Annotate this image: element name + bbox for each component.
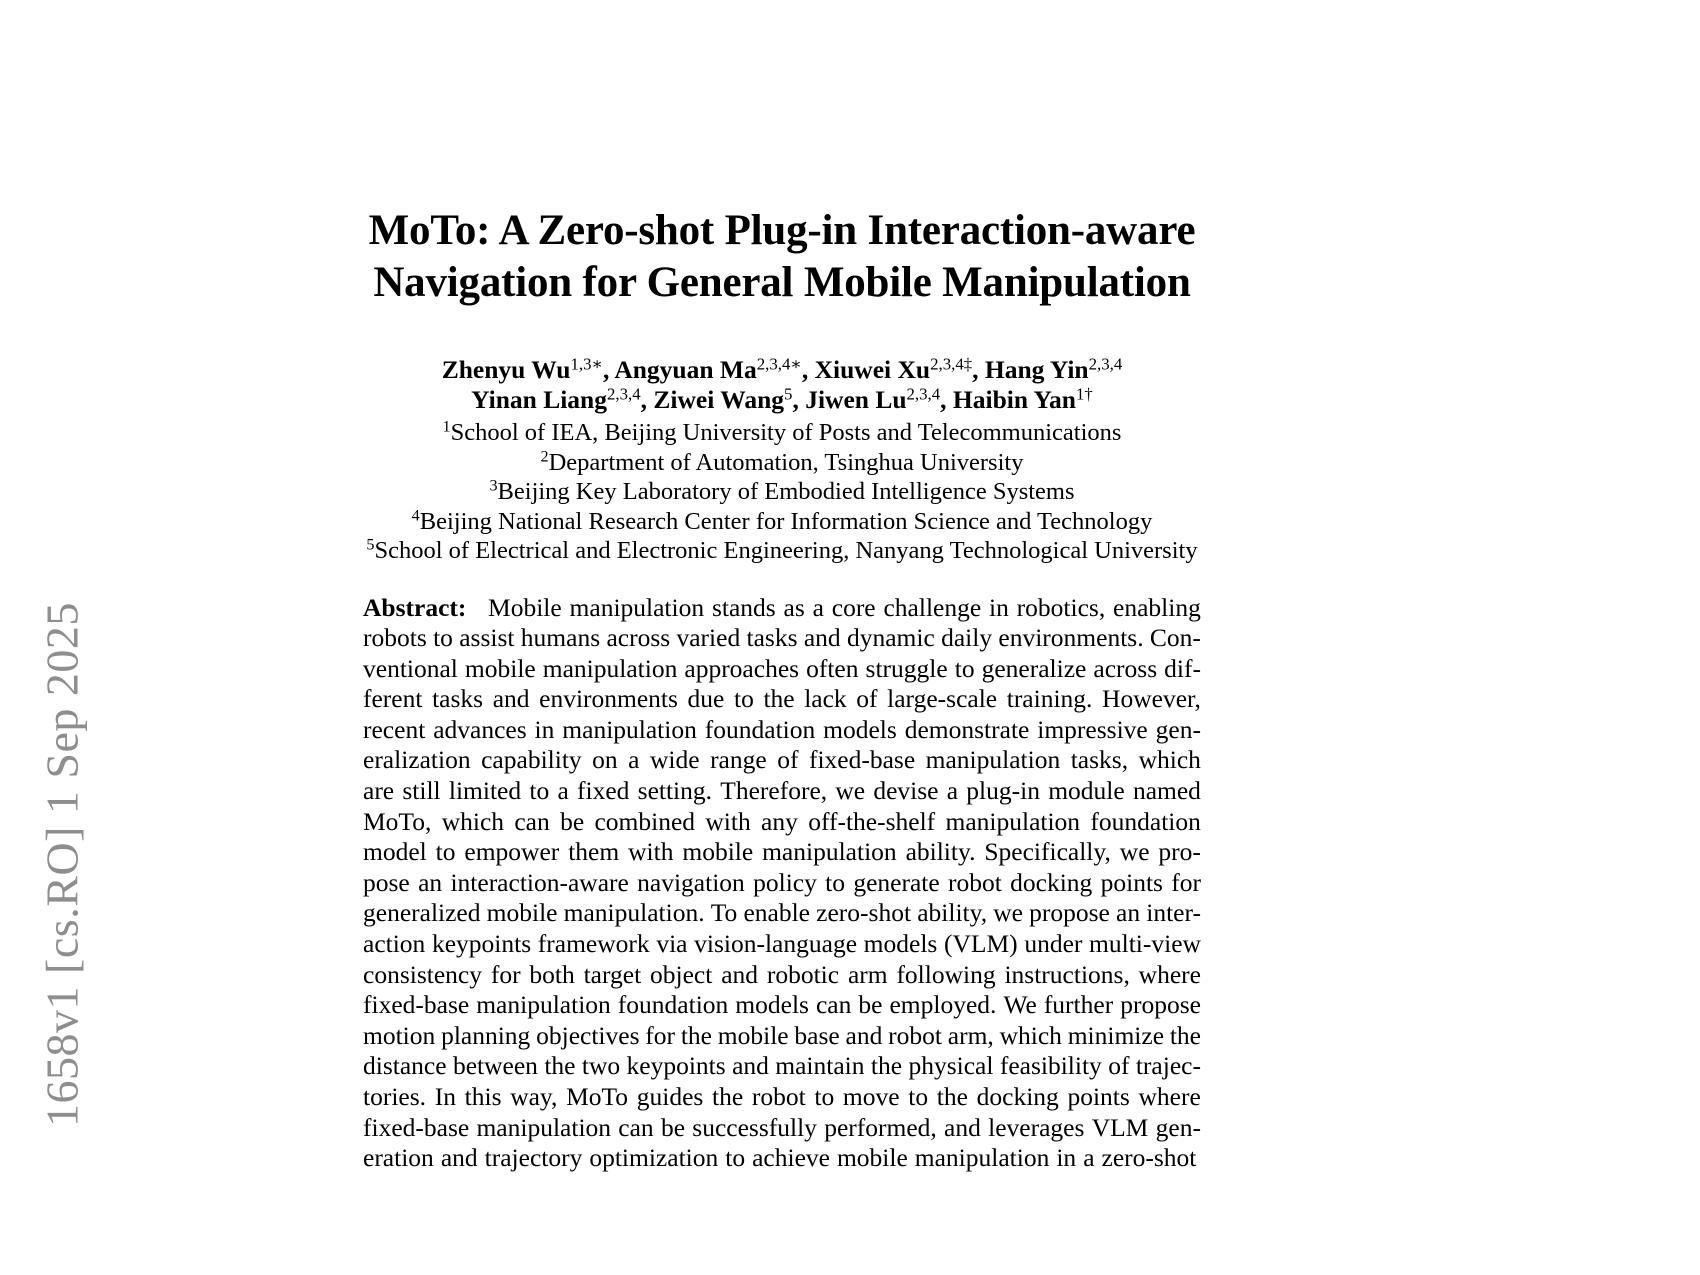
abstract-word: keypoints — [431, 929, 532, 959]
abstract-word: mobile — [486, 898, 558, 928]
abstract-line — [363, 929, 1201, 960]
abstract-word: capability — [481, 745, 582, 775]
author-line-2 — [363, 385, 1201, 415]
abstract-word: manipulation — [562, 714, 697, 744]
abstract-word: generate — [853, 867, 940, 897]
abstract-word: an — [418, 867, 443, 897]
abstract-word: gen- — [1155, 714, 1201, 744]
abstract-line — [363, 1113, 1201, 1144]
abstract-line — [363, 868, 1201, 899]
abstract-word: in — [534, 714, 555, 744]
abstract-line — [363, 898, 1201, 929]
abstract-word: a — [1083, 1143, 1095, 1173]
abstract-word: demonstrate — [904, 714, 1030, 744]
abstract-word: and — [440, 1143, 478, 1173]
abstract-word: two — [581, 1051, 621, 1081]
abstract-word: tories. — [363, 1082, 427, 1111]
abstract-word: ability. — [905, 837, 976, 867]
abstract-word: Mobile — [488, 592, 562, 622]
abstract-word: across — [606, 623, 671, 653]
paper-content-column — [363, 0, 1201, 1174]
abstract-word: to — [825, 867, 846, 897]
abstract-word: ferent — [363, 684, 423, 714]
author-name: , Hang Yin — [972, 355, 1089, 384]
title-line-1: MoTo: A Zero-shot Plug-in Interaction-aware — [368, 207, 1196, 254]
abstract-word: Therefore, — [720, 776, 828, 806]
author-affiliation-marker: 2,3,4∗ — [756, 354, 802, 374]
abstract-line — [363, 1082, 1201, 1113]
abstract-word: models — [823, 714, 897, 744]
abstract-word: to — [954, 653, 975, 683]
author-affiliation-marker: 1,3∗ — [570, 354, 603, 374]
abstract-word: to — [725, 1143, 746, 1173]
affiliation-text: Beijing Key Laboratory of Embodied Intelligence Systems — [497, 478, 1075, 505]
abstract-word: employed. — [889, 990, 997, 1020]
abstract-word: which — [999, 1020, 1062, 1050]
author-name: , Xiuwei Xu — [801, 355, 931, 384]
abstract-word: manipulation — [914, 1143, 1050, 1173]
abstract-word: an — [1116, 898, 1141, 928]
affiliation-text: Department of Automation, Tsinghua University — [548, 448, 1024, 476]
abstract-word: action — [363, 929, 426, 959]
abstract-word: limited — [448, 776, 522, 806]
title-line-2: Navigation for General Mobile Manipulation — [373, 259, 1191, 306]
abstract-word: named — [1132, 776, 1201, 806]
abstract-word: assist — [459, 623, 515, 653]
abstract-word: challenge — [883, 592, 982, 622]
abstract-word: pose — [363, 867, 410, 897]
affiliation-line — [363, 536, 1201, 566]
abstract-word: manipulation — [476, 990, 611, 1020]
abstract-word: the — [544, 1051, 576, 1081]
abstract-word: minimize — [1067, 1020, 1165, 1050]
abstract-word: maintain — [775, 1051, 865, 1081]
abstract-word: and — [492, 684, 530, 714]
abstract-word: fixed-base — [363, 1112, 470, 1142]
abstract-word: trajectory — [484, 1143, 583, 1173]
abstract-word: In — [434, 1082, 456, 1111]
abstract-word: robot — [888, 1020, 942, 1050]
abstract-word: and — [721, 959, 759, 989]
abstract-word: humans — [520, 623, 601, 653]
affiliation-text: Beijing National Research Center for Information Science and Technology — [419, 507, 1153, 535]
abstract-word: tasks — [432, 684, 484, 714]
affiliation-text: School of Electrical and Electronic Engineering, Nanyang Technological University — [374, 537, 1198, 564]
abstract-word: foundation — [617, 990, 729, 1020]
abstract-word: successfully — [692, 1112, 817, 1142]
author-name: , Haibin Yan — [940, 385, 1076, 414]
author-name: Yinan Liang — [471, 385, 607, 414]
abstract-word: Specifically, — [984, 837, 1111, 867]
affiliation-block — [363, 415, 1201, 566]
abstract-word: due — [687, 684, 725, 714]
abstract-word: generalized — [363, 898, 481, 928]
abstract-word: a — [557, 776, 569, 806]
abstract-word: model — [363, 837, 427, 867]
abstract-word: trajec- — [1135, 1051, 1201, 1081]
abstract-word: navigation — [637, 867, 745, 897]
abstract-line — [363, 776, 1201, 807]
abstract-word: to — [733, 684, 754, 714]
abstract-line — [363, 745, 1201, 776]
abstract-word: models — [863, 929, 938, 959]
abstract-word: devise — [873, 776, 939, 806]
author-line-1 — [363, 355, 1201, 385]
abstract-word: dif- — [1164, 653, 1201, 683]
abstract-word: However, — [1102, 684, 1201, 714]
abstract-word: framework — [537, 929, 650, 959]
affiliation-line — [363, 477, 1201, 507]
abstract-word: this — [464, 1082, 502, 1111]
abstract-word: propose — [1120, 990, 1201, 1020]
author-block — [363, 309, 1201, 415]
abstract-word: the — [870, 1051, 903, 1081]
author-affiliation-marker: 2,3,4 — [906, 384, 941, 404]
abstract-word: policy — [753, 867, 817, 897]
abstract-word: arm, — [947, 1020, 994, 1050]
abstract-word: to — [908, 1082, 929, 1111]
abstract-word: we — [835, 776, 866, 806]
abstract-word: environments — [539, 684, 678, 714]
abstract-word: to — [433, 623, 453, 653]
abstract-word: robots — [363, 623, 427, 653]
abstract-word: in — [1056, 1143, 1077, 1173]
abstract-word: a — [628, 745, 640, 775]
abstract-word: and — [732, 1051, 769, 1081]
abstract-word: of — [777, 745, 799, 775]
abstract-word: any — [761, 806, 798, 836]
abstract-word: range — [710, 745, 767, 775]
author-affiliation-marker: 2,3,4 — [607, 384, 641, 404]
abstract-word: can — [618, 1112, 654, 1142]
abstract-word: consistency — [363, 959, 482, 989]
abstract-line — [363, 960, 1201, 991]
abstract-word: ventional — [363, 653, 458, 683]
abstract-word: gen- — [1155, 1112, 1201, 1142]
abstract-word: still — [402, 776, 441, 806]
abstract-word: lack — [804, 684, 847, 714]
abstract-word: motion — [363, 1020, 436, 1050]
abstract-word: often — [806, 653, 859, 683]
abstract-word: training. — [1006, 684, 1093, 714]
abstract-word: as — [783, 592, 805, 622]
abstract-word: can — [815, 990, 852, 1020]
abstract-word: To — [710, 898, 738, 928]
abstract-word: can — [514, 806, 550, 836]
abstract-word: impressive — [1037, 714, 1148, 744]
abstract-word: manipulation — [476, 1112, 612, 1142]
abstract-block — [363, 566, 1201, 1174]
abstract-word: optimization — [589, 1143, 719, 1173]
abstract-word: distance — [363, 1051, 447, 1081]
abstract-word: further — [1043, 990, 1114, 1020]
abstract-label: Abstract: — [363, 592, 467, 622]
abstract-word: vision-language — [694, 929, 858, 959]
abstract-word: which — [1138, 745, 1201, 775]
abstract-word: object — [650, 959, 713, 989]
abstract-word: between — [452, 1051, 538, 1081]
abstract-word: base — [794, 1020, 840, 1050]
abstract-word: achieve — [752, 1143, 830, 1173]
abstract-word: in — [989, 592, 1009, 622]
abstract-line — [363, 623, 1201, 654]
author-name: , Ziwei Wang — [640, 385, 785, 414]
abstract-word: varied — [676, 623, 741, 653]
abstract-word: robot — [948, 867, 1002, 897]
abstract-word: the — [680, 1020, 712, 1050]
abstract-word: and — [845, 1020, 883, 1050]
abstract-word: MoTo, — [363, 806, 432, 836]
abstract-word: under — [1024, 929, 1083, 959]
abstract-word: of — [856, 684, 878, 714]
abstract-word: leverages — [988, 1112, 1085, 1142]
abstract-word: fixed-base — [808, 745, 916, 775]
abstract-word: mobile — [717, 1020, 789, 1050]
affiliation-line — [363, 448, 1201, 478]
abstract-line — [363, 1021, 1201, 1052]
affiliation-text: School of IEA, Beijing University of Posts and Telecommunications — [450, 419, 1122, 446]
author-affiliation-marker: 2,3,4 — [1088, 354, 1123, 374]
abstract-word: objectives — [536, 1020, 640, 1050]
abstract-word: we — [1119, 837, 1150, 867]
abstract-word: to — [529, 776, 550, 806]
author-name: , Jiwen Lu — [792, 385, 907, 414]
abstract-word: dynamic — [846, 623, 935, 653]
abstract-word: mobile — [464, 653, 536, 683]
abstract-word: keypoints — [626, 1051, 726, 1081]
abstract-word: off-the-shelf — [808, 806, 936, 836]
abstract-word: plug-in — [966, 776, 1040, 806]
abstract-line — [363, 990, 1201, 1021]
abstract-line — [363, 654, 1201, 685]
abstract-line — [363, 807, 1201, 838]
abstract-word: ability, — [917, 898, 988, 928]
abstract-word: enable — [743, 898, 810, 928]
abstract-word: manipulation — [569, 592, 705, 622]
abstract-word: both — [529, 959, 575, 989]
abstract-word: on — [592, 745, 618, 775]
abstract-word: instructions, — [1004, 959, 1130, 989]
abstract-word: a — [946, 776, 959, 806]
abstract-word: arm — [847, 959, 888, 989]
abstract-word: following — [896, 959, 996, 989]
affiliation-marker: 4 — [411, 507, 420, 525]
author-affiliation-marker: 1† — [1076, 384, 1093, 404]
abstract-word: manipulation — [945, 806, 1081, 836]
abstract-word: mobile — [682, 837, 754, 867]
abstract-word: where — [1138, 959, 1201, 989]
abstract-word: target — [583, 959, 642, 989]
abstract-word: points — [1100, 867, 1163, 897]
abstract-word: to — [435, 837, 456, 867]
abstract-word: core — [831, 592, 876, 622]
author-name: Zhenyu Wu — [441, 355, 571, 384]
affiliation-marker: 5 — [366, 536, 375, 554]
abstract-word: be — [560, 806, 585, 836]
abstract-word: We — [1003, 990, 1037, 1020]
abstract-word: for — [490, 959, 521, 989]
abstract-word: daily — [941, 623, 993, 653]
abstract-word: are — [363, 776, 395, 806]
abstract-word: be — [660, 1112, 686, 1142]
abstract-word: models — [735, 990, 809, 1020]
abstract-word: across — [1093, 653, 1158, 683]
abstract-word: and — [803, 623, 841, 653]
abstract-word: inter- — [1146, 898, 1201, 928]
abstract-word: the — [712, 1082, 744, 1111]
abstract-word: for — [1171, 867, 1201, 897]
abstract-word: empower — [464, 837, 560, 867]
abstract-word: multi-view — [1089, 929, 1201, 959]
abstract-word: module — [1048, 776, 1125, 806]
abstract-word: where — [1138, 1082, 1201, 1111]
abstract-word: docking — [976, 1082, 1059, 1111]
author-affiliation-marker: 2,3,4‡ — [930, 354, 973, 374]
page-title — [363, 0, 1201, 309]
abstract-word: wide — [649, 745, 700, 775]
abstract-word: manipulation — [925, 745, 1061, 775]
abstract-word: feasibility — [999, 1051, 1102, 1081]
abstract-word: generalize — [981, 653, 1087, 683]
abstract-word: with — [705, 806, 751, 836]
abstract-word: way, — [510, 1082, 558, 1111]
abstract-word: Con- — [1149, 623, 1201, 653]
abstract-word: the — [1169, 1020, 1201, 1050]
abstract-word: stands — [711, 592, 776, 622]
abstract-line — [363, 593, 1201, 624]
abstract-word: recent — [363, 714, 426, 744]
abstract-word: foundation — [1090, 806, 1201, 836]
abstract-word: tasks — [746, 623, 798, 653]
abstract-word: environments. — [998, 623, 1144, 653]
abstract-word: foundation — [704, 714, 816, 744]
abstract-word: manipulation — [762, 837, 897, 867]
abstract-line — [363, 837, 1201, 868]
abstract-word: setting. — [637, 776, 713, 806]
abstract-word: zero-shot — [1101, 1143, 1197, 1173]
abstract-word: planning — [441, 1020, 531, 1050]
abstract-word: VLM — [1091, 1112, 1149, 1142]
abstract-word: (VLM) — [944, 929, 1018, 959]
abstract-word: guides — [636, 1082, 704, 1111]
abstract-word: propose — [1029, 898, 1110, 928]
abstract-word: eration — [363, 1143, 434, 1173]
affiliation-line — [363, 418, 1201, 448]
abstract-line — [363, 1051, 1201, 1082]
abstract-word: robotics, — [1016, 592, 1106, 622]
abstract-word: robotic — [766, 959, 840, 989]
abstract-word: tasks, — [1070, 745, 1129, 775]
abstract-word: physical — [908, 1051, 994, 1081]
abstract-word: them — [568, 837, 620, 867]
author-affiliation-marker: 5 — [784, 384, 793, 404]
abstract-word: via — [656, 929, 688, 959]
abstract-word: interaction-aware — [450, 867, 629, 897]
abstract-word: docking — [1010, 867, 1093, 897]
author-name: , Angyuan Ma — [602, 355, 757, 384]
abstract-word: a — [812, 592, 824, 622]
abstract-label-gap — [474, 593, 480, 624]
abstract-word: with — [628, 837, 674, 867]
abstract-word: fixed — [577, 776, 630, 806]
abstract-word: zero-shot — [816, 898, 912, 928]
abstract-word: struggle — [865, 653, 948, 683]
abstract-word: eralization — [363, 745, 471, 775]
abstract-word: of — [1108, 1051, 1130, 1081]
abstract-word: move — [842, 1082, 900, 1111]
abstract-word: advances — [433, 714, 527, 744]
abstract-word: robot — [751, 1082, 806, 1111]
abstract-word: points — [1067, 1082, 1130, 1111]
abstract-word: mobile — [836, 1143, 908, 1173]
abstract-line — [363, 1143, 1201, 1174]
abstract-word: fixed-base — [363, 990, 470, 1020]
abstract-line — [363, 715, 1201, 746]
abstract-word: to — [814, 1082, 835, 1111]
abstract-word: the — [936, 1082, 968, 1111]
abstract-word: the — [763, 684, 795, 714]
arxiv-identifier-stamp: 1658v1 [cs.RO] 1 Sep 2025 — [36, 602, 88, 1127]
abstract-word: and — [944, 1112, 981, 1142]
abstract-word: combined — [594, 806, 696, 836]
affiliation-marker: 3 — [489, 477, 498, 495]
abstract-word: pro- — [1158, 837, 1201, 867]
abstract-word: be — [858, 990, 883, 1020]
abstract-word: performed, — [824, 1112, 937, 1142]
abstract-word: enabling — [1113, 592, 1201, 622]
abstract-word: large-scale — [887, 684, 998, 714]
abstract-word: MoTo — [566, 1082, 629, 1111]
abstract-word: for — [645, 1020, 676, 1050]
abstract-word: manipulation. — [563, 898, 705, 928]
affiliation-marker: 1 — [442, 418, 451, 436]
abstract-line — [363, 684, 1201, 715]
abstract-word: which — [441, 806, 505, 836]
abstract-word: we — [993, 898, 1023, 928]
abstract-word: approaches — [684, 653, 800, 683]
affiliation-line — [363, 507, 1201, 537]
affiliation-marker: 2 — [540, 448, 549, 466]
abstract-word: manipulation — [542, 653, 678, 683]
